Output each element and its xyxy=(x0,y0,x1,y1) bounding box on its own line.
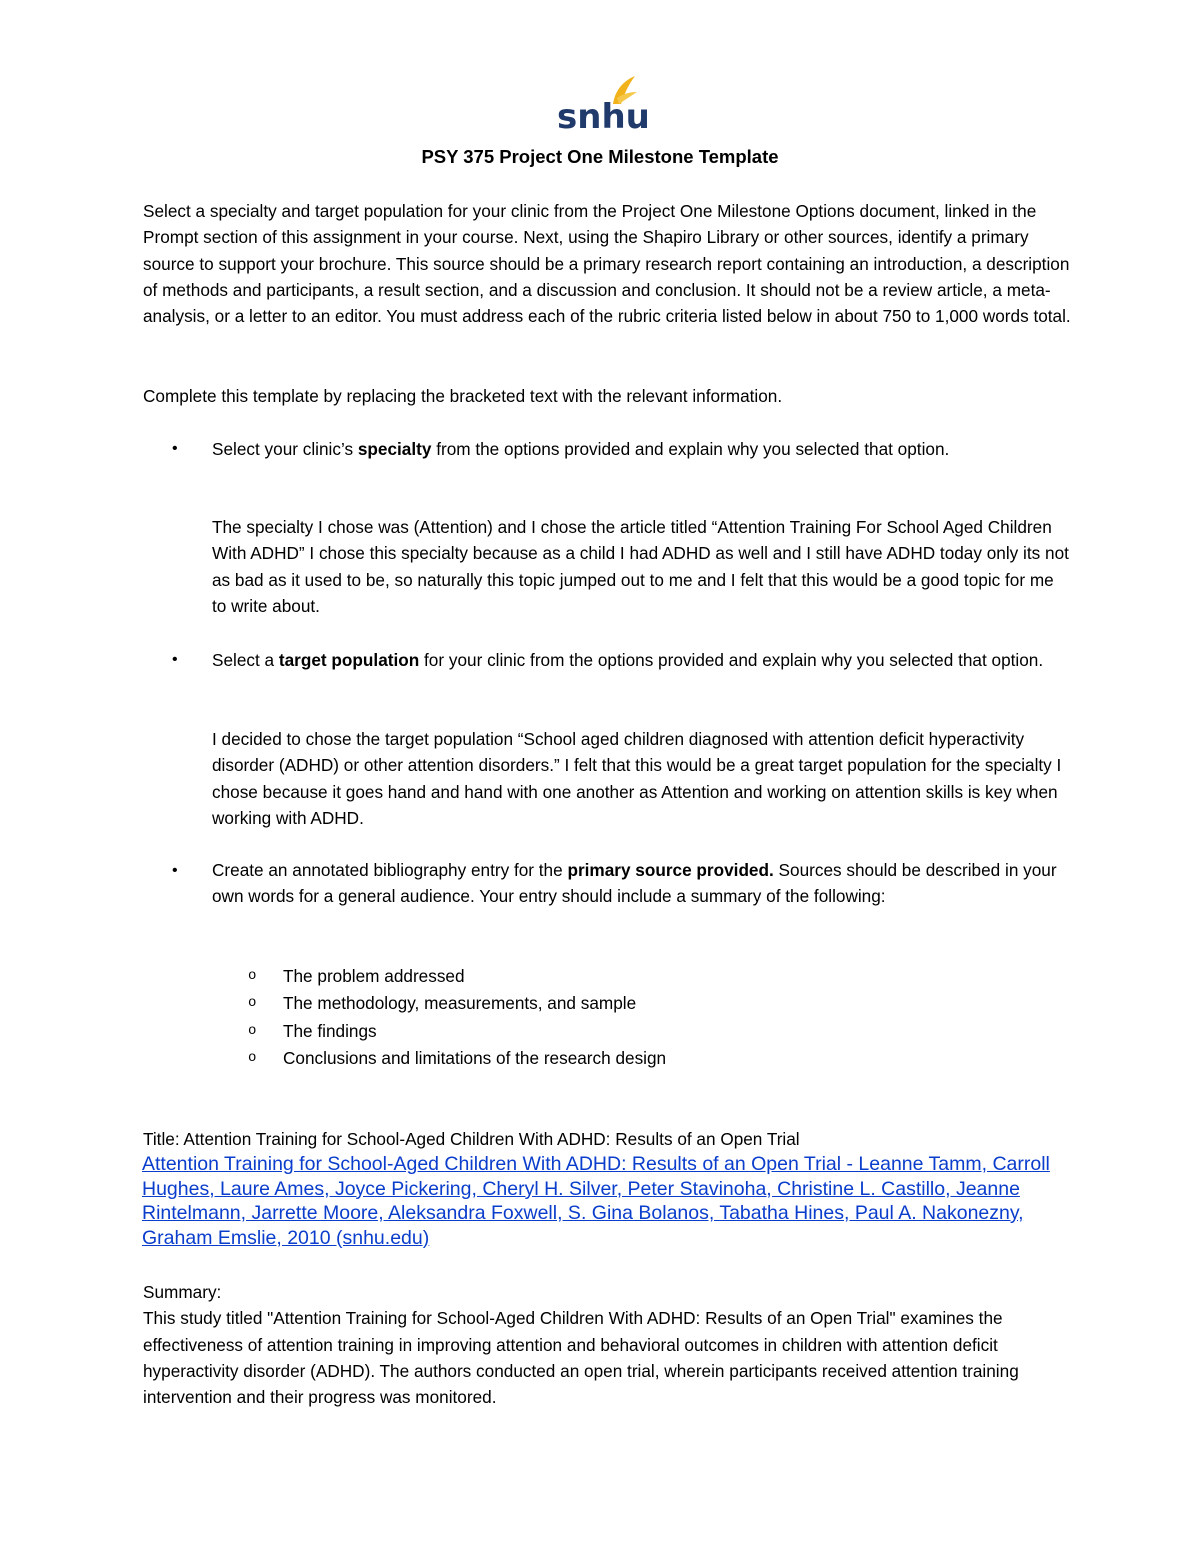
snhu-logo xyxy=(555,74,650,137)
list-item: o Conclusions and limitations of the research design xyxy=(248,1045,1048,1072)
summary-requirements-list xyxy=(248,963,1048,1072)
bold-term: target population xyxy=(278,650,420,670)
bullet-target-population xyxy=(212,647,1072,673)
bold-term: specialty xyxy=(357,439,432,459)
instruction-paragraph xyxy=(143,383,1073,409)
sub-bullet-marker: o xyxy=(248,1049,257,1066)
bibliography-title-text: Title: Attention Training for School-Aged Children With ADHD: Results of an Open Trial xyxy=(143,1129,800,1149)
bullet-target-population-prompt: Select a target population for your clinic from the options provided and explain why you selected that option. xyxy=(212,650,1044,670)
list-item: o The findings xyxy=(248,1018,1048,1045)
sub-bullet-marker: o xyxy=(248,995,257,1012)
answer-specialty xyxy=(212,514,1072,619)
answer-specialty-text: The specialty I chose was (Attention) and I chose the article titled “Attention Training For School Aged Children With ADHD” I chose this specialty because as a child I had ADHD as well and I still have ADHD today only its not as bad as it used to be, so naturally this topic jumped out to me and I felt that this would be a good topic for me to write about. xyxy=(212,517,1069,616)
bullet-marker: • xyxy=(172,862,178,879)
bold-term: primary source provided. xyxy=(567,860,774,880)
sub-bullet-marker: o xyxy=(248,1022,257,1039)
list-item: o The methodology, measurements, and sample xyxy=(248,990,1048,1017)
list-item: o The problem addressed xyxy=(248,963,1048,990)
answer-target-population xyxy=(212,726,1072,831)
article-link[interactable]: Attention Training for School-Aged Children With ADHD: Results of an Open Trial - Leanne Tamm, Carroll Hughes, Laure Ames, Joyce Pickering, Cheryl H. Silver, Peter Stavinoha, Christine L. Castillo, Jeanne Rintelmann, Jarrette Moore, Aleksandra Foxwell, S. Gina Bolanos, Tabatha Hines, Paul A. Nakonezny, Graham Emslie, 2010 (snhu.edu) xyxy=(142,1153,1050,1249)
bullet-marker: • xyxy=(172,440,178,457)
bibliography-title xyxy=(143,1126,1103,1152)
summary-heading: Summary: xyxy=(143,1282,222,1302)
summary-text: This study titled "Attention Training for School-Aged Children With ADHD: Results of an Open Trial" examines the effectiveness of attention training in improving attention and behavioral outcomes in children with attention deficit hyperactivity disorder (ADHD). The authors conducted an open trial, wherein participants received attention training intervention and their progress was monitored. xyxy=(143,1308,1019,1408)
logo-wordmark: snhu xyxy=(557,97,650,137)
summary-section xyxy=(143,1279,1073,1410)
bullet-bibliography-prompt: Create an annotated bibliography entry for the primary source provided. Sources should be described in your own words for a general audience. Your entry should include a summary of the following: xyxy=(212,860,1057,907)
answer-target-population-text: I decided to chose the target population “School aged children diagnosed with attention deficit hyperactivity disorder (ADHD) or other attention disorders.” I felt that this would be a great target population for the specialty I chose because it goes hand and hand with one another as Attention and working on attention skills is key when working with ADHD. xyxy=(212,729,1062,828)
intro-text: Select a specialty and target population for your clinic from the Project One Milestone Options document, linked in the Prompt section of this assignment in your course. Next, using the Shapiro Library or other sources, identify a primary source to support your brochure. This source should be a primary research report containing an introduction, a description of methods and participants, a result section, and a discussion and conclusion. It should not be a review article, a meta-analysis, or a letter to an editor. You must address each of the rubric criteria listed below in about 750 to 1,000 words total. xyxy=(143,201,1071,327)
intro-paragraph xyxy=(143,198,1073,329)
instruction-text: Complete this template by replacing the bracketed text with the relevant information. xyxy=(143,386,783,406)
sub-bullet-marker: o xyxy=(248,968,257,984)
bullet-specialty xyxy=(212,436,1072,462)
bullet-specialty-prompt: Select your clinic’s specialty from the options provided and explain why you selected that option. xyxy=(212,439,950,459)
bullet-bibliography xyxy=(212,857,1082,910)
page-title: PSY 375 Project One Milestone Template xyxy=(421,146,779,167)
bullet-marker: • xyxy=(172,651,178,668)
